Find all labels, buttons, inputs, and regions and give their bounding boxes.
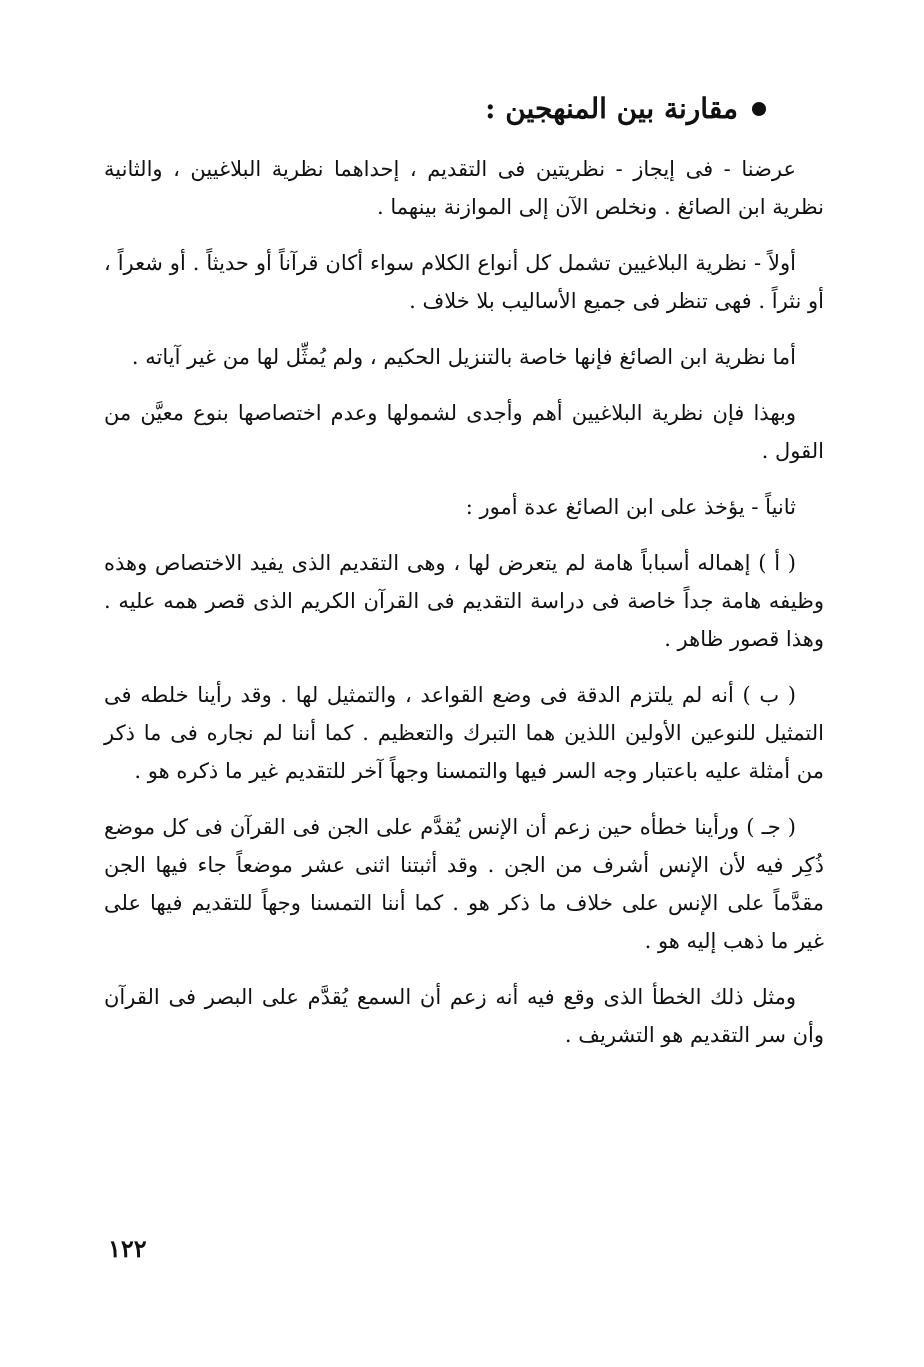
bullet-icon bbox=[752, 102, 766, 116]
body-text bbox=[104, 150, 824, 1072]
section-heading bbox=[485, 92, 766, 125]
paragraph: ومثل ذلك الخطأ الذى وقع فيه أنه زعم أن السمع يُقدَّم على البصر فى القرآن وأن سر التقديم هو التشريف . bbox=[104, 985, 824, 1047]
paragraph: ثانياً - يؤخذ على ابن الصائغ عدة أمور : bbox=[465, 495, 796, 519]
paragraph: ( ب ) أنه لم يلتزم الدقة فى وضع القواعد ، والتمثيل لها . وقد رأينا خلطه فى التمثيل للنوعين الأولين اللذين هما التبرك والتعظيم . كما أننا لم نجاره فى ما ذكر من أمثلة عليه باعتبار وجه السر فيها والتمسنا وجهاً آخر للتقديم غير ما ذكره هو . bbox=[104, 683, 824, 783]
heading-text: مقارنة بين المنهجين : bbox=[485, 92, 738, 125]
paragraph: ( جـ ) ورأينا خطأه حين زعم أن الإنس يُقدَّم على الجن فى القرآن فى كل موضع ذُكِر فيه لأن الإنس أشرف من الجن . وقد أثبتنا اثنى عشر موضعاً جاء فيها الجن مقدَّماً على الإنس على خلاف ما ذكر هو . كما أننا التمسنا وجهاً للتقديم فيها على غير ما ذهب إليه هو . bbox=[104, 815, 824, 953]
page-number: ١٢٢ bbox=[108, 1234, 147, 1263]
paragraph: أما نظرية ابن الصائغ فإنها خاصة بالتنزيل الحكيم ، ولم يُمثِّل لها من غير آياته . bbox=[131, 345, 796, 369]
paragraph: أولاً - نظرية البلاغيين تشمل كل أنواع الكلام سواء أكان قرآناً أو حديثاً . أو شعراً ، أو نثراً . فهى تنظر فى جميع الأساليب بلا خلاف . bbox=[104, 251, 824, 313]
paragraph: ( أ ) إهماله أسباباً هامة لم يتعرض لها ، وهى التقديم الذى يفيد الاختصاص وهذه وظيفه هامة جداً خاصة فى دراسة التقديم فى القرآن الكريم الذى قصر همه عليه . وهذا قصور ظاهر . bbox=[104, 551, 824, 651]
paragraph: وبهذا فإن نظرية البلاغيين أهم وأجدى لشمولها وعدم اختصاصها بنوع معيَّن من القول . bbox=[104, 401, 824, 463]
paragraph: عرضنا - فى إيجاز - نظريتين فى التقديم ، إحداهما نظرية البلاغيين ، والثانية نظرية ابن الصائغ . ونخلص الآن إلى الموازنة بينهما . bbox=[104, 157, 824, 219]
